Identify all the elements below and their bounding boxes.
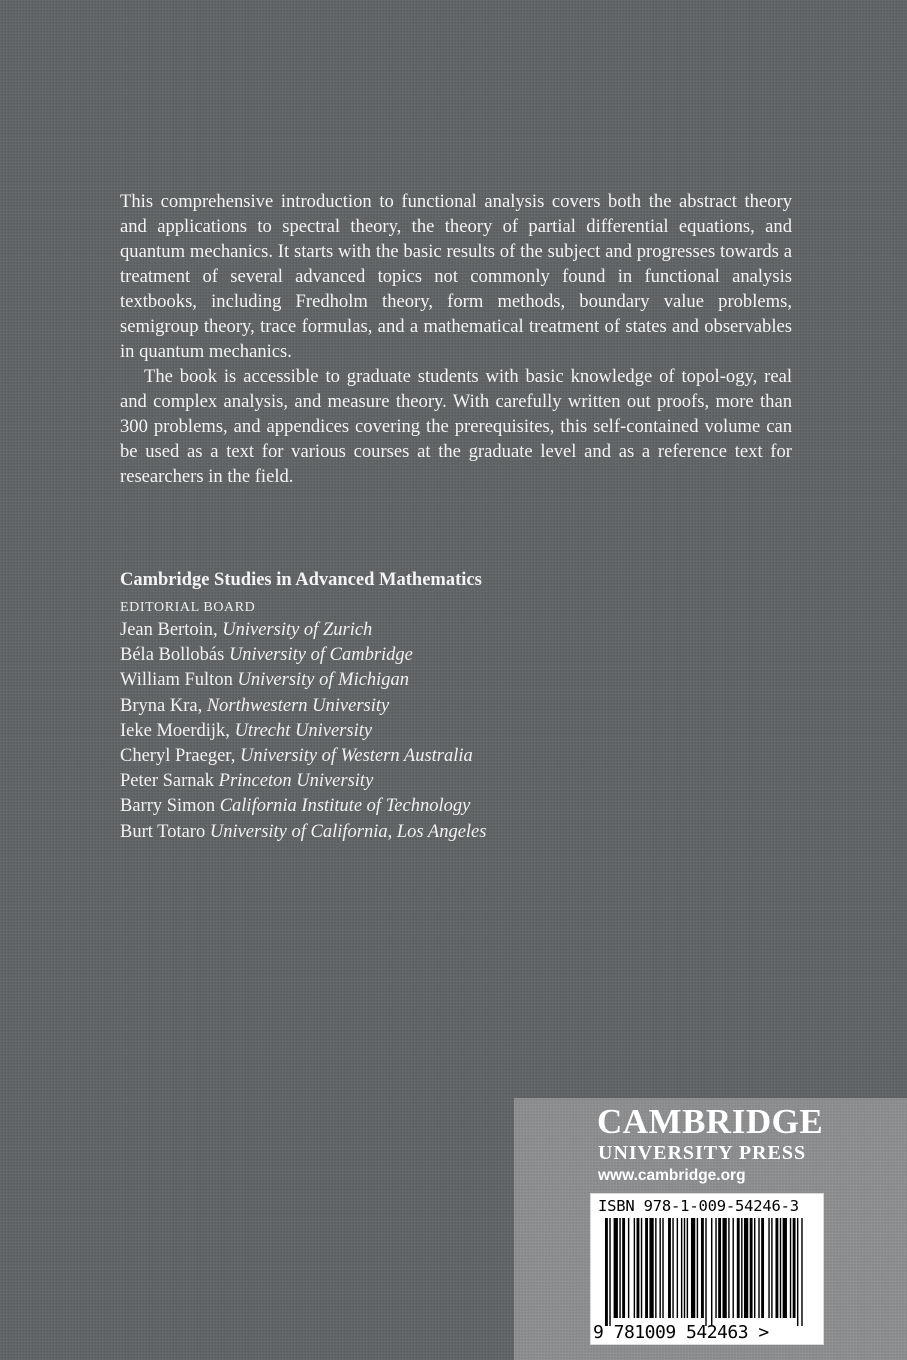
barcode-bar — [622, 1218, 625, 1318]
barcode-bar — [677, 1218, 678, 1318]
barcode-bar — [645, 1218, 648, 1318]
blurb-paragraph-2: The book is accessible to graduate students with basic knowledge of topol-ogy, real and complex analysis, and measure theory. With carefully written out proofs, more than 300 problems, and appendices covering the prerequisites, this self-contained volume can be used as a text for various courses at the graduate level and as a reference text for researchers in the field. — [120, 366, 792, 487]
member-affiliation: Utrecht University — [234, 720, 373, 741]
barcode-bar — [761, 1218, 764, 1318]
barcode-bar — [684, 1218, 685, 1318]
isbn-label: ISBN 978-1-009-54246-3 — [598, 1197, 799, 1215]
editorial-board-member — [120, 643, 680, 668]
barcode-bar — [715, 1218, 716, 1318]
barcode-bar — [619, 1218, 620, 1318]
editorial-board-member — [120, 719, 680, 744]
barcode-bar — [711, 1218, 712, 1326]
barcode-bar — [637, 1218, 640, 1318]
member-name: Ieke Moerdijk, — [120, 720, 230, 741]
barcode-bar — [681, 1218, 682, 1318]
editorial-board-member — [120, 694, 680, 719]
member-affiliation: California Institute of Technology — [219, 796, 471, 817]
editorial-board-member — [120, 618, 680, 643]
barcode-bar — [790, 1218, 791, 1318]
barcode-bar — [797, 1218, 798, 1326]
editorial-board-member — [120, 668, 680, 693]
member-name: Burt Totaro — [120, 821, 206, 842]
member-affiliation: Northwestern University — [206, 695, 390, 716]
barcode-bar — [614, 1218, 618, 1318]
barcode-bar — [705, 1218, 706, 1326]
barcode-bar — [662, 1218, 663, 1318]
barcode-bar — [605, 1218, 608, 1326]
member-affiliation: University of Zurich — [222, 620, 373, 640]
barcode-bar — [722, 1218, 726, 1318]
barcode-bar — [793, 1218, 796, 1318]
editorial-board-member — [120, 794, 680, 819]
member-affiliation: University of California, Los Angeles — [209, 821, 487, 842]
barcode-bar — [801, 1218, 802, 1326]
blurb-paragraph-1: This comprehensive introduction to functional analysis covers both the abstract theory and applications to spectral theory, the theory of partial differential equations, and quantum mechanics. It starts with the basic results of the subject and progresses towards a treatment of several advanced topics not commonly found in functional analysis textbooks, including Fredholm theory, form methods, boundary value problems, semigroup theory, trace formulas, and a mathematical treatment of states and observables in quantum mechanics. — [120, 191, 792, 362]
publisher-name: CAMBRIDGE — [597, 1102, 824, 1141]
member-affiliation: Princeton University — [218, 771, 374, 792]
barcode-bar — [634, 1218, 635, 1318]
barcode-bar — [687, 1218, 688, 1318]
barcode-bar — [733, 1218, 734, 1318]
barcode-bar — [628, 1218, 629, 1318]
barcode-bar — [750, 1218, 753, 1318]
member-affiliation: University of Western Australia — [239, 746, 473, 767]
barcode-bar — [701, 1218, 704, 1318]
barcode-bar — [641, 1218, 642, 1318]
barcode-bar — [744, 1218, 748, 1318]
barcode-bar — [775, 1218, 778, 1318]
series-section — [120, 569, 680, 845]
barcode-bar — [672, 1218, 673, 1318]
barcode-bar — [697, 1218, 698, 1318]
barcode-bar — [771, 1218, 772, 1318]
member-name: William Fulton — [120, 670, 233, 691]
member-name: Jean Bertoin, — [120, 620, 218, 640]
barcode-bar — [609, 1218, 610, 1326]
barcode-bar — [655, 1218, 656, 1318]
barcode-bar — [768, 1218, 769, 1318]
barcode-bar — [737, 1218, 740, 1318]
member-name: Cheryl Praeger, — [120, 746, 236, 767]
barcode-bars — [605, 1218, 807, 1326]
barcode-bar — [783, 1218, 787, 1318]
member-affiliation: University of Cambridge — [228, 645, 413, 666]
barcode-bar — [718, 1218, 721, 1318]
barcode-bar — [754, 1218, 755, 1318]
barcode-bar — [691, 1218, 695, 1318]
editorial-board-member — [120, 744, 680, 769]
barcode-bar — [758, 1218, 759, 1318]
member-name: Peter Sarnak — [120, 771, 215, 792]
member-name: Béla Bollobás — [120, 645, 225, 666]
barcode-bar — [649, 1218, 653, 1318]
editorial-board-member — [120, 769, 680, 794]
barcode-bar — [741, 1218, 742, 1318]
member-affiliation: University of Michigan — [237, 670, 410, 691]
barcode-bar — [659, 1218, 660, 1318]
series-title: Cambridge Studies in Advanced Mathematics — [120, 570, 482, 590]
publisher-subname: UNIVERSITY PRESS — [598, 1142, 807, 1164]
ean-digits: 9 781009 542463 > — [593, 1322, 769, 1343]
editorial-board-member — [120, 820, 680, 845]
barcode-bar — [728, 1218, 729, 1318]
back-cover-blurb — [120, 189, 792, 489]
member-name: Barry Simon — [120, 796, 216, 817]
barcode-bar — [780, 1218, 781, 1318]
publisher-logo-cambridge — [597, 1102, 827, 1142]
isbn-barcode — [590, 1193, 824, 1345]
member-name: Bryna Kra, — [120, 695, 203, 716]
publisher-website: www.cambridge.org — [598, 1167, 746, 1184]
barcode-bar — [668, 1218, 671, 1318]
editorial-board-label: EDITORIAL BOARD — [120, 600, 256, 615]
editorial-board-list — [120, 618, 680, 845]
